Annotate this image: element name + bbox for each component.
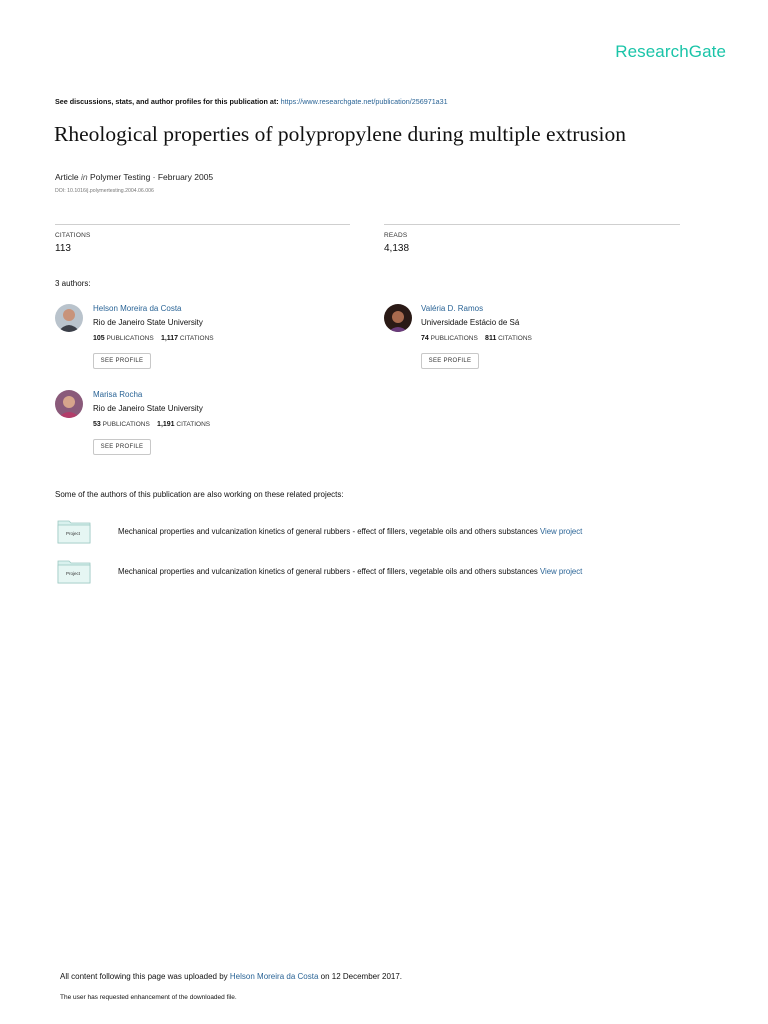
author-citations-count: 1,117 — [160, 335, 179, 342]
project-description: Mechanical properties and vulcanization kinetics of general rubbers - effect of fillers, vegetable oils and others substances — [118, 567, 538, 576]
project-description: Mechanical properties and vulcanization kinetics of general rubbers - effect of fillers, vegetable oils and others substances — [118, 527, 538, 536]
upload-prefix: All content following this page was uploaded by — [60, 972, 228, 981]
article-type: Article — [55, 172, 79, 182]
authors-heading: 3 authors: — [55, 279, 91, 288]
citations-divider — [55, 224, 350, 225]
author-citations-count: 1,191 — [157, 421, 175, 428]
author-stats — [93, 335, 214, 342]
project-item — [118, 567, 582, 576]
see-profile-button[interactable]: SEE PROFILE — [93, 439, 151, 455]
publication-url-link[interactable]: https://www.researchgate.net/publication/256971a31 — [280, 97, 448, 106]
author-institution: Rio de Janeiro State University — [93, 318, 203, 327]
project-folder-icon — [57, 558, 91, 584]
project-icon-label: Project — [66, 571, 81, 576]
author-citations-count: 811 — [485, 335, 497, 342]
author-institution: Rio de Janeiro State University — [93, 404, 203, 413]
author-publications-label: PUBLICATIONS — [106, 335, 154, 342]
see-profile-button[interactable]: SEE PROFILE — [93, 353, 151, 369]
see-discussions-text: See discussions, stats, and author profiles for this publication at: — [55, 97, 279, 106]
reads-label: READS — [384, 232, 408, 239]
author-publications-label: PUBLICATIONS — [102, 421, 150, 428]
project-icon-label: Project — [66, 531, 81, 536]
see-profile-button[interactable]: SEE PROFILE — [421, 353, 479, 369]
article-meta — [55, 172, 213, 182]
reads-value: 4,138 — [384, 243, 410, 254]
author-stats — [421, 335, 532, 342]
author-name-link[interactable]: Marisa Rocha — [93, 390, 143, 399]
doi-text: DOI: 10.1016/j.polymertesting.2004.06.006 — [55, 188, 154, 194]
upload-info — [60, 972, 402, 981]
author-institution: Universidade Estácio de Sá — [421, 318, 520, 327]
see-discussions-line — [55, 97, 448, 106]
view-project-link[interactable]: View project — [540, 567, 583, 576]
citations-label: CITATIONS — [55, 232, 91, 239]
upload-suffix: on 12 December 2017. — [320, 972, 403, 981]
researchgate-logo[interactable]: ResearchGate — [615, 42, 726, 61]
author-avatar[interactable] — [384, 304, 412, 332]
reads-divider — [384, 224, 680, 225]
author-citations-label: CITATIONS — [176, 421, 211, 428]
author-avatar[interactable] — [55, 304, 83, 332]
view-project-link[interactable]: View project — [540, 527, 583, 536]
author-citations-label: CITATIONS — [498, 335, 532, 342]
article-in: in — [81, 172, 88, 182]
author-name-link[interactable]: Valéria D. Ramos — [421, 304, 484, 313]
author-stats — [93, 421, 210, 428]
related-projects-heading: Some of the authors of this publication are also working on these related projects: — [55, 490, 344, 499]
author-publications-count: 74 — [421, 335, 429, 342]
author-publications-count: 105 — [93, 335, 105, 342]
journal-info: Polymer Testing · February 2005 — [90, 172, 214, 182]
page-title: Rheological properties of polypropylene during multiple extrusion — [54, 122, 627, 146]
author-publications-label: PUBLICATIONS — [430, 335, 478, 342]
author-publications-count: 53 — [93, 421, 101, 428]
enhancement-note: The user has requested enhancement of the downloaded file. — [60, 994, 237, 1001]
project-item — [118, 527, 582, 536]
author-citations-label: CITATIONS — [179, 335, 214, 342]
citations-value: 113 — [55, 243, 71, 254]
uploader-link[interactable]: Helson Moreira da Costa — [229, 972, 319, 981]
author-avatar[interactable] — [55, 390, 83, 418]
author-name-link[interactable]: Helson Moreira da Costa — [93, 304, 182, 313]
project-folder-icon — [57, 518, 91, 544]
